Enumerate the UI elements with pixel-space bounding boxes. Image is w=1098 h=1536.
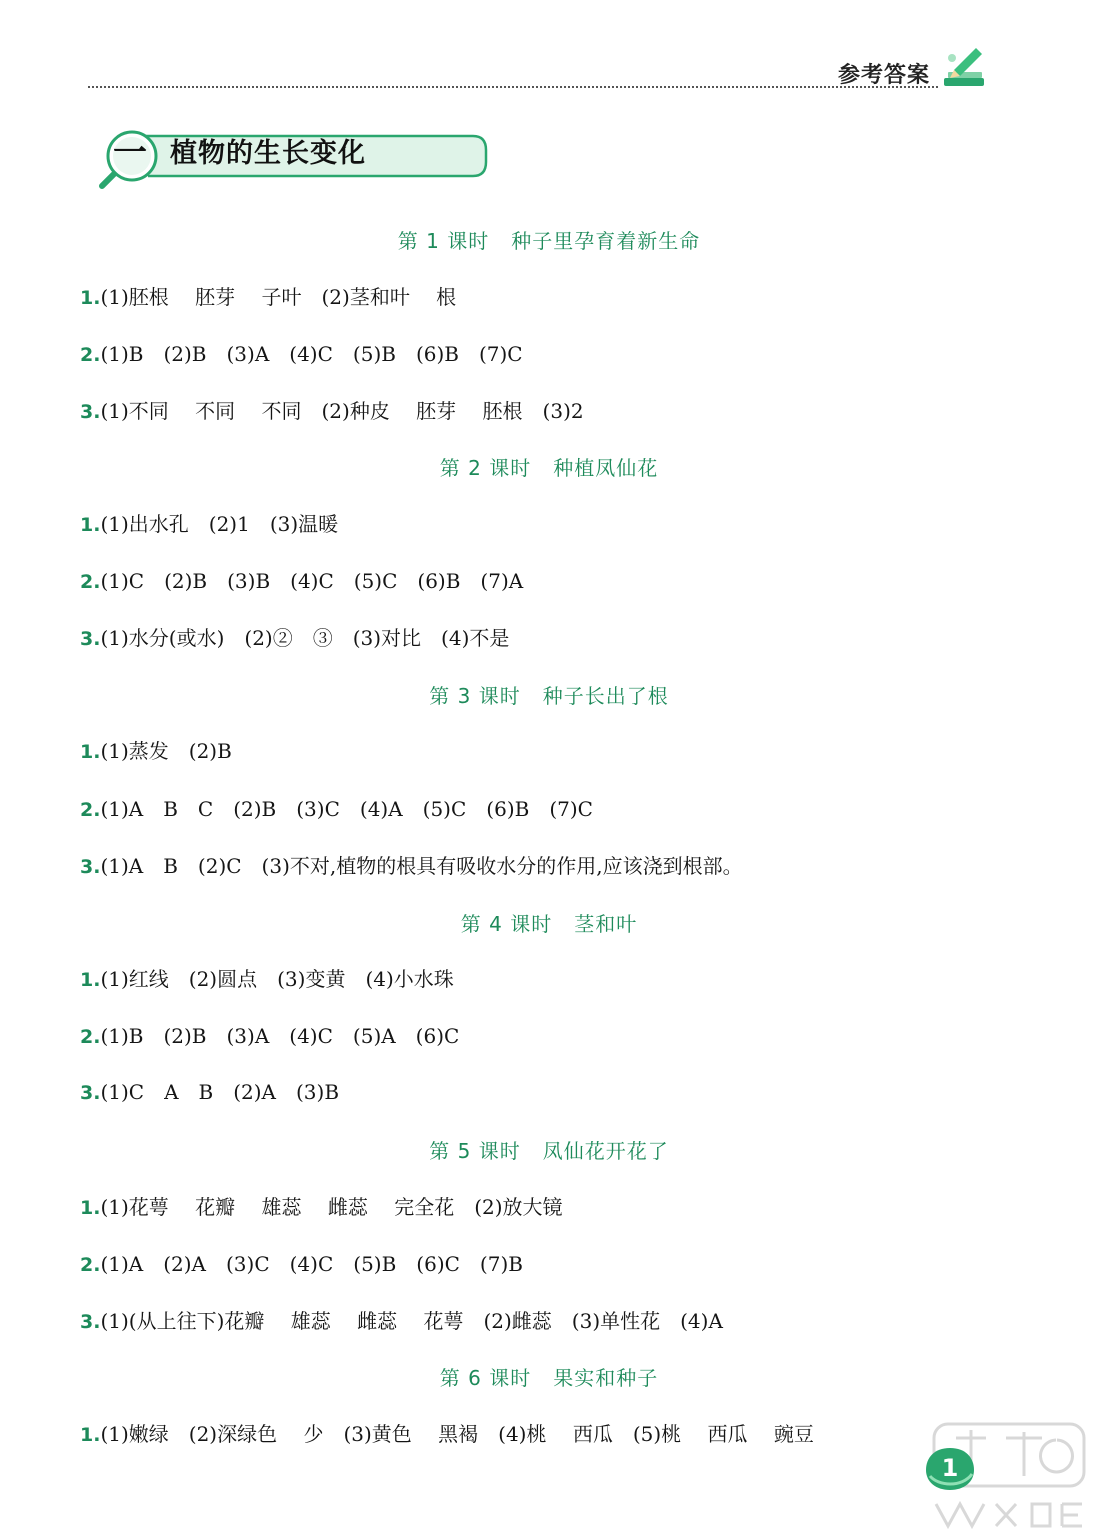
answer-number: 2. (80, 799, 101, 821)
answer-text: (1)红线 (2)圆点 (3)变黄 (4)小水珠 (100, 967, 454, 991)
answer-line (80, 339, 523, 370)
lesson-title: 凤仙花开花了 (542, 1139, 669, 1163)
pencil-book-icon (942, 44, 986, 92)
answer-line (80, 1306, 723, 1337)
lesson-label: 第 1 课时 (397, 229, 490, 253)
answer-number: 1. (80, 1197, 101, 1219)
answer-line (80, 282, 456, 313)
answer-text: (1)(从上往下)花瓣 雄蕊 雌蕊 花萼 (2)雌蕊 (3)单性花 (4)A (100, 1309, 723, 1333)
answer-line (80, 851, 743, 882)
answer-line (80, 566, 523, 597)
answer-number: 2. (80, 1026, 101, 1048)
lesson-title: 种子长出了根 (542, 684, 669, 708)
answer-text: (1)水分(或水) (2)② ③ (3)对比 (4)不是 (100, 626, 510, 650)
answer-text: (1)C (2)B (3)B (4)C (5)C (6)B (7)A (100, 569, 524, 593)
lesson-heading (0, 454, 1098, 482)
lesson-heading (0, 227, 1098, 255)
answer-number: 2. (80, 1254, 101, 1276)
answer-line (80, 509, 338, 540)
answer-number: 3. (80, 401, 101, 423)
answer-number: 1. (80, 1424, 101, 1446)
lesson-heading (0, 1364, 1098, 1392)
answer-line (80, 1077, 339, 1108)
page-number: 1 (941, 1454, 959, 1482)
header-divider (88, 86, 938, 88)
answer-text: (1)A B C (2)B (3)C (4)A (5)C (6)B (7)C (100, 797, 593, 821)
answer-text: (1)花萼 花瓣 雄蕊 雌蕊 完全花 (2)放大镜 (100, 1195, 563, 1219)
answer-line (80, 396, 584, 427)
answer-number: 3. (80, 628, 101, 650)
answer-number: 2. (80, 571, 101, 593)
header-title: 参考答案 (838, 63, 931, 88)
answer-line (80, 1249, 523, 1280)
answer-text: (1)B (2)B (3)A (4)C (5)B (6)B (7)C (100, 342, 523, 366)
answer-number: 1. (80, 514, 101, 536)
answer-text: (1)嫩绿 (2)深绿色 少 (3)黄色 黑褐 (4)桃 西瓜 (5)桃 西瓜 豌豆 (100, 1422, 814, 1446)
answer-line (80, 1192, 563, 1223)
answer-text: (1)出水孔 (2)1 (3)温暖 (100, 512, 339, 536)
answer-text: (1)A B (2)C (3)不对,植物的根具有吸收水分的作用,应该浇到根部。 (100, 854, 743, 878)
answer-number: 1. (80, 287, 101, 309)
lesson-heading (0, 910, 1098, 938)
answer-number: 3. (80, 1311, 101, 1333)
answer-number: 3. (80, 856, 101, 878)
answer-text: (1)C A B (2)A (3)B (100, 1080, 340, 1104)
answer-number: 1. (80, 741, 101, 763)
answer-text: (1)胚根 胚芽 子叶 (2)茎和叶 根 (100, 285, 457, 309)
answer-line (80, 794, 593, 825)
lesson-label: 第 3 课时 (429, 684, 521, 708)
lesson-heading (0, 682, 1098, 710)
lesson-label: 第 4 课时 (460, 912, 553, 936)
unit-title: 植物的生长变化 (170, 138, 366, 169)
lesson-label: 第 6 课时 (439, 1366, 532, 1390)
lesson-title: 茎和叶 (574, 912, 638, 936)
answer-number: 3. (80, 1082, 101, 1104)
answer-number: 2. (80, 344, 101, 366)
answer-line (80, 1021, 459, 1052)
lesson-label: 第 5 课时 (429, 1139, 521, 1163)
answer-line (80, 736, 232, 767)
answer-text: (1)B (2)B (3)A (4)C (5)A (6)C (100, 1024, 460, 1048)
lesson-label: 第 2 课时 (439, 456, 532, 480)
answer-number: 1. (80, 969, 101, 991)
answer-text: (1)A (2)A (3)C (4)C (5)B (6)C (7)B (100, 1252, 523, 1276)
lesson-heading (0, 1137, 1098, 1165)
answer-line (80, 623, 509, 654)
answer-line (80, 1419, 814, 1450)
answer-text: (1)不同 不同 不同 (2)种皮 胚芽 胚根 (3)2 (100, 399, 584, 423)
answer-line (80, 964, 454, 995)
lesson-title: 种植凤仙花 (553, 456, 659, 480)
lesson-title: 种子里孕育着新生命 (511, 229, 701, 253)
lesson-title: 果实和种子 (553, 1366, 659, 1390)
answer-text: (1)蒸发 (2)B (100, 739, 232, 763)
unit-number: 一 (113, 133, 147, 173)
